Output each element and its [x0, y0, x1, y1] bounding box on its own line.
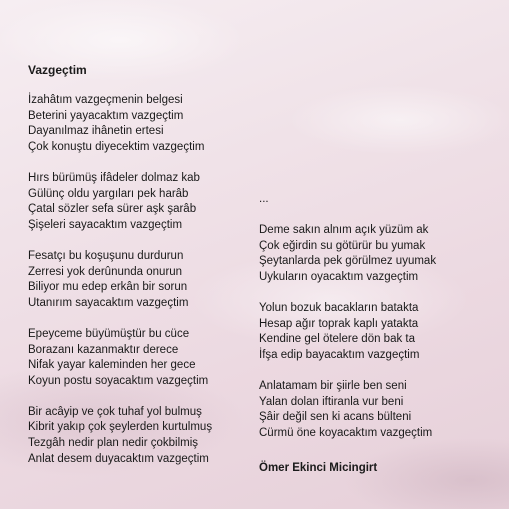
poem-line: Hesap ağır toprak kaplı yatakta — [259, 317, 419, 330]
poem-line: Kibrit yakıp çok şeylerden kurtulmuş — [28, 421, 213, 434]
poem-line: ... — [259, 193, 269, 205]
stanza — [259, 379, 436, 441]
poem-line: Beterini yayacaktım vazgeçtim — [28, 109, 184, 122]
poem-line: İfşa edip bayacaktım vazgeçtim — [259, 348, 420, 361]
poem-line: Şâir değil sen ki acans bülteni — [259, 411, 412, 424]
poem-line: Nifak yayar kaleminden her gece — [28, 359, 196, 372]
right-column — [259, 192, 436, 457]
poem-line: Borazanı kazanmaktır derece — [28, 343, 179, 356]
poem-line: Gülünç oldu yargıları pek harâb — [28, 187, 189, 200]
stanza — [28, 327, 212, 389]
poem-line: Utanırım sayacaktım vazgeçtim — [28, 296, 189, 309]
poem-line: Çok konuştu diyecektim vazgeçtim — [28, 140, 205, 153]
left-column — [28, 93, 212, 483]
poem-line: Kendine gel ötelere dön bak ta — [259, 333, 416, 346]
poem-line: İzahâtım vazgeçmenin belgesi — [28, 94, 183, 106]
poem-line: Uykuların oyacaktım vazgeçtim — [259, 270, 419, 283]
stanza — [259, 301, 436, 363]
poem-line: Çatal sözler sefa sürer aşk şarâb — [28, 203, 197, 216]
stanza — [259, 223, 436, 285]
poem-line: Bir acâyip ve çok tuhaf yol bulmuş — [28, 405, 202, 418]
poem-line: Dayanılmaz ihânetin ertesi — [28, 125, 164, 138]
poem-line: Tezgâh nedir plan nedir çokbilmiş — [28, 437, 199, 450]
poem-line: Deme sakın alnım açık yüzüm ak — [259, 224, 429, 237]
poem-line: Hırs bürümüş ifâdeler dolmaz kab — [28, 171, 200, 184]
poem-line: Epeyceme büyümüştür bu cüce — [28, 327, 190, 340]
poem-title: Vazgeçtim — [28, 63, 87, 77]
poem-line: Fesatçı bu koşuşunu durdurun — [28, 249, 184, 262]
poem-line: Biliyor mu edep erkân bir sorun — [28, 281, 188, 294]
poem-line: Anlatamam bir şiirle ben seni — [259, 380, 407, 393]
poem-line: Yalan dolan iftiranla vur beni — [259, 395, 404, 408]
poem-line: Zerresi yok derûnunda onurun — [28, 265, 183, 278]
stanza — [259, 192, 436, 208]
poem-line: Çok eğirdin su götürür bu yumak — [259, 239, 426, 252]
poem-author: Ömer Ekinci Micingirt — [259, 462, 378, 474]
poem-line: Anlat desem duyacaktım vazgeçtim — [28, 452, 209, 465]
poem-line: Koyun postu soyacaktım vazgeçtim — [28, 374, 209, 387]
poem-line: Cürmü öne koyacaktım vazgeçtim — [259, 426, 433, 439]
stanza — [28, 405, 212, 467]
stanza — [28, 249, 212, 311]
poem-line: Yolun bozuk bacakların batakta — [259, 302, 419, 315]
poem-line: Şeytanlarda pek görülmez uyumak — [259, 255, 437, 268]
stanza — [28, 93, 212, 155]
stanza — [28, 171, 212, 233]
poem-line: Şişeleri sayacaktım vazgeçtim — [28, 218, 183, 231]
